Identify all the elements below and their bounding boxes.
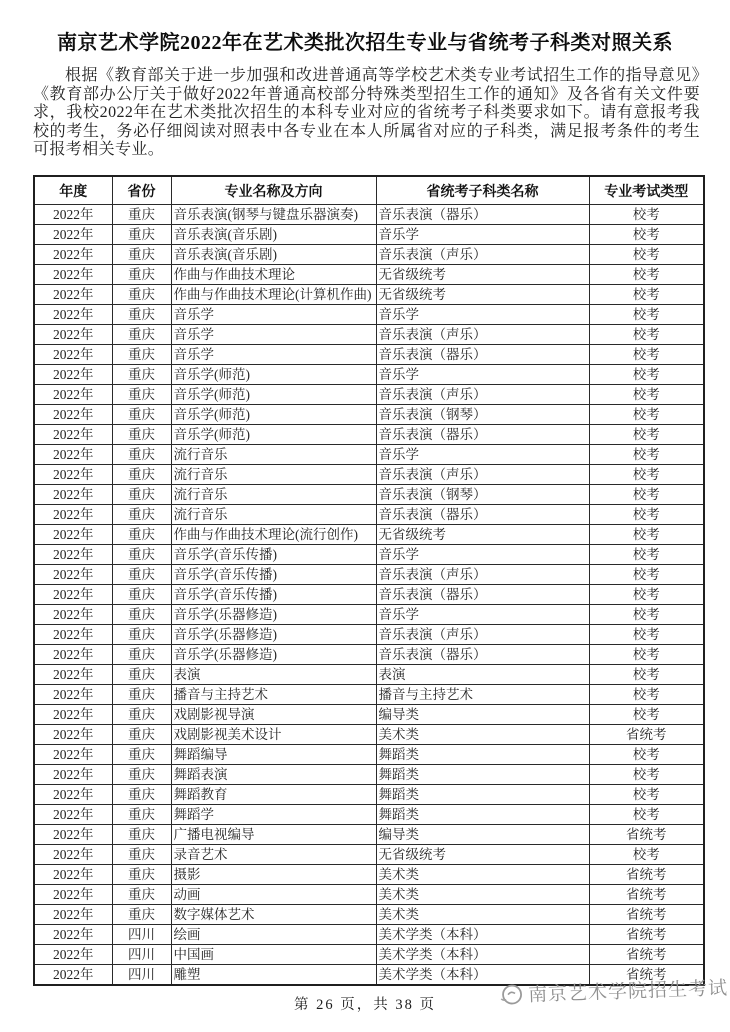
table-cell: 音乐学(音乐传播) xyxy=(171,545,376,565)
table-cell: 2022年 xyxy=(34,585,112,605)
table-cell: 校考 xyxy=(589,425,704,445)
table-cell: 2022年 xyxy=(34,845,112,865)
table-cell: 四川 xyxy=(112,925,171,945)
table-cell: 省统考 xyxy=(589,945,704,965)
table-cell: 校考 xyxy=(589,265,704,285)
table-cell: 2022年 xyxy=(34,485,112,505)
table-cell: 2022年 xyxy=(34,505,112,525)
table-row xyxy=(34,825,704,845)
table-cell: 校考 xyxy=(589,525,704,545)
table-cell: 音乐表演（声乐） xyxy=(376,465,589,485)
table-cell: 省统考 xyxy=(589,725,704,745)
table-cell: 音乐学(师范) xyxy=(171,385,376,405)
table-cell: 重庆 xyxy=(112,205,171,225)
table-cell: 音乐学 xyxy=(171,325,376,345)
page-number: 第 26 页，共 38 页 xyxy=(294,997,436,1013)
table-cell: 2022年 xyxy=(34,765,112,785)
table-cell: 舞蹈编导 xyxy=(171,745,376,765)
table-cell: 省统考 xyxy=(589,885,704,905)
table-cell: 重庆 xyxy=(112,525,171,545)
table-cell: 校考 xyxy=(589,225,704,245)
table-cell: 音乐学 xyxy=(376,445,589,465)
watermark-text: 南京艺术学院招生考试 xyxy=(527,978,729,1006)
table-header-row xyxy=(34,176,704,205)
table-row xyxy=(34,265,704,285)
table-cell: 2022年 xyxy=(34,345,112,365)
table-row xyxy=(34,245,704,265)
intro-paragraph: 根据《教育部关于进一步加强和改进普通高等学校艺术类专业考试招生工作的指导意见》《教育部办公厅关于做好2022年普通高校部分特殊类型招生工作的通知》及各省有关文件要求，我校2022年在艺术类批次招生的本科专业对应的省统考子科类要求如下。请有意报考我校的考生，务必仔细阅读对照表中各专业在本人所属省对应的子科类，满足报考条件的考生可报考相关专业。 xyxy=(33,67,700,159)
table-cell: 编导类 xyxy=(376,705,589,725)
table-cell: 编导类 xyxy=(376,825,589,845)
table-cell: 无省级统考 xyxy=(376,845,589,865)
table-cell: 音乐学 xyxy=(376,365,589,385)
table-cell: 2022年 xyxy=(34,285,112,305)
table-cell: 播音与主持艺术 xyxy=(376,685,589,705)
table-cell: 舞蹈教育 xyxy=(171,785,376,805)
table-cell: 省统考 xyxy=(589,905,704,925)
table-cell: 美术学类（本科） xyxy=(376,945,589,965)
table-cell: 2022年 xyxy=(34,625,112,645)
table-cell: 无省级统考 xyxy=(376,285,589,305)
table-cell: 无省级统考 xyxy=(376,525,589,545)
table-cell: 重庆 xyxy=(112,345,171,365)
table-row xyxy=(34,585,704,605)
table-cell: 播音与主持艺术 xyxy=(171,685,376,705)
table-cell: 重庆 xyxy=(112,685,171,705)
table-cell: 音乐表演（声乐） xyxy=(376,325,589,345)
table-row xyxy=(34,605,704,625)
table-row xyxy=(34,545,704,565)
table-cell: 校考 xyxy=(589,565,704,585)
table-cell: 音乐学(乐器修造) xyxy=(171,625,376,645)
table-cell: 2022年 xyxy=(34,525,112,545)
table-row xyxy=(34,805,704,825)
table-cell: 音乐表演(钢琴与键盘乐器演奏) xyxy=(171,205,376,225)
table-cell: 2022年 xyxy=(34,205,112,225)
table-cell: 重庆 xyxy=(112,885,171,905)
table-cell: 重庆 xyxy=(112,805,171,825)
col-header-major: 专业名称及方向 xyxy=(171,176,376,205)
table-cell: 音乐学 xyxy=(376,605,589,625)
table-cell: 动画 xyxy=(171,885,376,905)
table-cell: 校考 xyxy=(589,745,704,765)
table-row xyxy=(34,785,704,805)
table-row xyxy=(34,865,704,885)
table-cell: 重庆 xyxy=(112,645,171,665)
table-cell: 2022年 xyxy=(34,445,112,465)
table-cell: 无省级统考 xyxy=(376,265,589,285)
table-cell: 校考 xyxy=(589,245,704,265)
table-cell: 2022年 xyxy=(34,665,112,685)
table-cell: 2022年 xyxy=(34,385,112,405)
table-row xyxy=(34,885,704,905)
table-cell: 校考 xyxy=(589,365,704,385)
table-cell: 音乐表演（器乐） xyxy=(376,585,589,605)
table-cell: 2022年 xyxy=(34,705,112,725)
table-row xyxy=(34,465,704,485)
table-cell: 舞蹈类 xyxy=(376,745,589,765)
table-cell: 音乐学(师范) xyxy=(171,365,376,385)
table-cell: 音乐表演（器乐） xyxy=(376,425,589,445)
table-cell: 重庆 xyxy=(112,405,171,425)
table-cell: 流行音乐 xyxy=(171,505,376,525)
table-cell: 校考 xyxy=(589,685,704,705)
table-cell: 音乐表演（器乐） xyxy=(376,205,589,225)
table-cell: 校考 xyxy=(589,645,704,665)
table-row xyxy=(34,645,704,665)
table-cell: 重庆 xyxy=(112,285,171,305)
table-row xyxy=(34,345,704,365)
table-cell: 舞蹈表演 xyxy=(171,765,376,785)
table-cell: 音乐表演（器乐） xyxy=(376,345,589,365)
table-cell: 校考 xyxy=(589,465,704,485)
table-cell: 2022年 xyxy=(34,825,112,845)
table-cell: 重庆 xyxy=(112,785,171,805)
table-cell: 音乐学(音乐传播) xyxy=(171,585,376,605)
table-cell: 重庆 xyxy=(112,385,171,405)
table-cell: 重庆 xyxy=(112,665,171,685)
table-row xyxy=(34,445,704,465)
table-cell: 音乐学(师范) xyxy=(171,405,376,425)
table-cell: 重庆 xyxy=(112,745,171,765)
table-row xyxy=(34,225,704,245)
table-cell: 重庆 xyxy=(112,425,171,445)
table-cell: 2022年 xyxy=(34,565,112,585)
table-row xyxy=(34,305,704,325)
table-cell: 2022年 xyxy=(34,465,112,485)
table-cell: 重庆 xyxy=(112,905,171,925)
table-row xyxy=(34,925,704,945)
table-cell: 2022年 xyxy=(34,745,112,765)
table-cell: 音乐表演（钢琴） xyxy=(376,405,589,425)
table-cell: 音乐表演（声乐） xyxy=(376,625,589,645)
table-cell: 重庆 xyxy=(112,325,171,345)
table-cell: 戏剧影视导演 xyxy=(171,705,376,725)
table-cell: 美术类 xyxy=(376,885,589,905)
col-header-subcategory: 省统考子科类名称 xyxy=(376,176,589,205)
table-cell: 2022年 xyxy=(34,265,112,285)
table-row xyxy=(34,945,704,965)
table-cell: 绘画 xyxy=(171,925,376,945)
table-cell: 重庆 xyxy=(112,465,171,485)
table-cell: 流行音乐 xyxy=(171,465,376,485)
subject-mapping-table xyxy=(33,175,705,986)
table-body xyxy=(34,205,704,986)
table-cell: 舞蹈类 xyxy=(376,785,589,805)
table-cell: 录音艺术 xyxy=(171,845,376,865)
table-row xyxy=(34,665,704,685)
table-row xyxy=(34,385,704,405)
table-cell: 美术学类（本科） xyxy=(376,925,589,945)
table-cell: 音乐表演(音乐剧) xyxy=(171,245,376,265)
table-cell: 校考 xyxy=(589,405,704,425)
table-cell: 音乐学(乐器修造) xyxy=(171,645,376,665)
table-cell: 校考 xyxy=(589,625,704,645)
table-row xyxy=(34,725,704,745)
table-cell: 重庆 xyxy=(112,305,171,325)
table-cell: 音乐学(音乐传播) xyxy=(171,565,376,585)
table-cell: 数字媒体艺术 xyxy=(171,905,376,925)
table-cell: 重庆 xyxy=(112,265,171,285)
table-cell: 中国画 xyxy=(171,945,376,965)
table-cell: 2022年 xyxy=(34,685,112,705)
table-row xyxy=(34,325,704,345)
table-cell: 流行音乐 xyxy=(171,445,376,465)
table-cell: 校考 xyxy=(589,585,704,605)
table-cell: 重庆 xyxy=(112,365,171,385)
table-cell: 重庆 xyxy=(112,585,171,605)
table-cell: 表演 xyxy=(376,665,589,685)
table-row xyxy=(34,705,704,725)
table-cell: 校考 xyxy=(589,605,704,625)
table-cell: 2022年 xyxy=(34,425,112,445)
table-cell: 校考 xyxy=(589,445,704,465)
table-cell: 2022年 xyxy=(34,865,112,885)
table-row xyxy=(34,425,704,445)
table-cell: 校考 xyxy=(589,485,704,505)
table-cell: 2022年 xyxy=(34,965,112,986)
table-cell: 音乐学 xyxy=(171,345,376,365)
table-cell: 校考 xyxy=(589,705,704,725)
table-cell: 重庆 xyxy=(112,505,171,525)
table-row xyxy=(34,765,704,785)
table-cell: 重庆 xyxy=(112,485,171,505)
table-cell: 2022年 xyxy=(34,365,112,385)
table-cell: 美术类 xyxy=(376,725,589,745)
table-cell: 2022年 xyxy=(34,805,112,825)
school-seal-icon xyxy=(499,982,524,1007)
table-cell: 2022年 xyxy=(34,725,112,745)
table-cell: 重庆 xyxy=(112,705,171,725)
table-cell: 重庆 xyxy=(112,245,171,265)
table-cell: 音乐学 xyxy=(376,225,589,245)
table-cell: 音乐学 xyxy=(376,305,589,325)
table-cell: 重庆 xyxy=(112,625,171,645)
table-cell: 表演 xyxy=(171,665,376,685)
table-cell: 重庆 xyxy=(112,605,171,625)
table-cell: 校考 xyxy=(589,665,704,685)
table-cell: 校考 xyxy=(589,325,704,345)
table-cell: 2022年 xyxy=(34,925,112,945)
table-row xyxy=(34,625,704,645)
table-cell: 省统考 xyxy=(589,865,704,885)
table-cell: 校考 xyxy=(589,845,704,865)
table-cell: 重庆 xyxy=(112,765,171,785)
table-row xyxy=(34,905,704,925)
col-header-exam-type: 专业考试类型 xyxy=(589,176,704,205)
table-cell: 舞蹈类 xyxy=(376,765,589,785)
table-cell: 重庆 xyxy=(112,845,171,865)
table-row xyxy=(34,485,704,505)
page-title: 南京艺术学院2022年在艺术类批次招生专业与省统考子科类对照关系 xyxy=(57,32,673,54)
table-row xyxy=(34,505,704,525)
table-cell: 校考 xyxy=(589,305,704,325)
table-cell: 校考 xyxy=(589,505,704,525)
table-cell: 校考 xyxy=(589,345,704,365)
table-cell: 2022年 xyxy=(34,305,112,325)
table-cell: 摄影 xyxy=(171,865,376,885)
table-cell: 音乐表演（声乐） xyxy=(376,565,589,585)
table-cell: 校考 xyxy=(589,545,704,565)
table-cell: 2022年 xyxy=(34,945,112,965)
table-row xyxy=(34,405,704,425)
col-header-province: 省份 xyxy=(112,176,171,205)
table-cell: 2022年 xyxy=(34,225,112,245)
table-row xyxy=(34,745,704,765)
table-cell: 音乐表演（器乐） xyxy=(376,505,589,525)
table-cell: 校考 xyxy=(589,205,704,225)
table-cell: 音乐表演(音乐剧) xyxy=(171,225,376,245)
table-row xyxy=(34,525,704,545)
table-cell: 音乐学 xyxy=(376,545,589,565)
table-cell: 省统考 xyxy=(589,825,704,845)
table-cell: 2022年 xyxy=(34,645,112,665)
table-row xyxy=(34,365,704,385)
table-cell: 省统考 xyxy=(589,965,704,986)
table-cell: 雕塑 xyxy=(171,965,376,986)
table-cell: 校考 xyxy=(589,385,704,405)
table-cell: 作曲与作曲技术理论(计算机作曲) xyxy=(171,285,376,305)
table-cell: 美术类 xyxy=(376,865,589,885)
table-cell: 校考 xyxy=(589,765,704,785)
table-cell: 2022年 xyxy=(34,605,112,625)
table-cell: 校考 xyxy=(589,805,704,825)
table-cell: 重庆 xyxy=(112,725,171,745)
table-cell: 2022年 xyxy=(34,905,112,925)
col-header-year: 年度 xyxy=(34,176,112,205)
table-cell: 作曲与作曲技术理论 xyxy=(171,265,376,285)
table-cell: 2022年 xyxy=(34,245,112,265)
table-cell: 2022年 xyxy=(34,545,112,565)
table-cell: 音乐表演（声乐） xyxy=(376,385,589,405)
table-cell: 2022年 xyxy=(34,325,112,345)
table-cell: 戏剧影视美术设计 xyxy=(171,725,376,745)
table-cell: 舞蹈学 xyxy=(171,805,376,825)
table-cell: 2022年 xyxy=(34,885,112,905)
table-cell: 音乐学(乐器修造) xyxy=(171,605,376,625)
table-cell: 美术类 xyxy=(376,905,589,925)
table-cell: 重庆 xyxy=(112,825,171,845)
table-cell: 重庆 xyxy=(112,445,171,465)
table-row xyxy=(34,205,704,225)
table-row xyxy=(34,285,704,305)
table-cell: 校考 xyxy=(589,785,704,805)
table-cell: 2022年 xyxy=(34,785,112,805)
table-row xyxy=(34,565,704,585)
table-cell: 作曲与作曲技术理论(流行创作) xyxy=(171,525,376,545)
table-cell: 舞蹈类 xyxy=(376,805,589,825)
table-cell: 广播电视编导 xyxy=(171,825,376,845)
table-cell: 音乐表演（声乐） xyxy=(376,245,589,265)
table-cell: 美术学类（本科） xyxy=(376,965,589,986)
table-cell: 校考 xyxy=(589,285,704,305)
table-row xyxy=(34,845,704,865)
table-cell: 重庆 xyxy=(112,565,171,585)
table-cell: 重庆 xyxy=(112,545,171,565)
table-cell: 四川 xyxy=(112,965,171,986)
table-cell: 音乐学 xyxy=(171,305,376,325)
table-cell: 2022年 xyxy=(34,405,112,425)
table-row xyxy=(34,685,704,705)
table-cell: 音乐表演（器乐） xyxy=(376,645,589,665)
table-cell: 四川 xyxy=(112,945,171,965)
table-cell: 音乐学(师范) xyxy=(171,425,376,445)
table-cell: 省统考 xyxy=(589,925,704,945)
table-cell: 流行音乐 xyxy=(171,485,376,505)
table-cell: 重庆 xyxy=(112,865,171,885)
table-cell: 音乐表演（钢琴） xyxy=(376,485,589,505)
table-cell: 重庆 xyxy=(112,225,171,245)
